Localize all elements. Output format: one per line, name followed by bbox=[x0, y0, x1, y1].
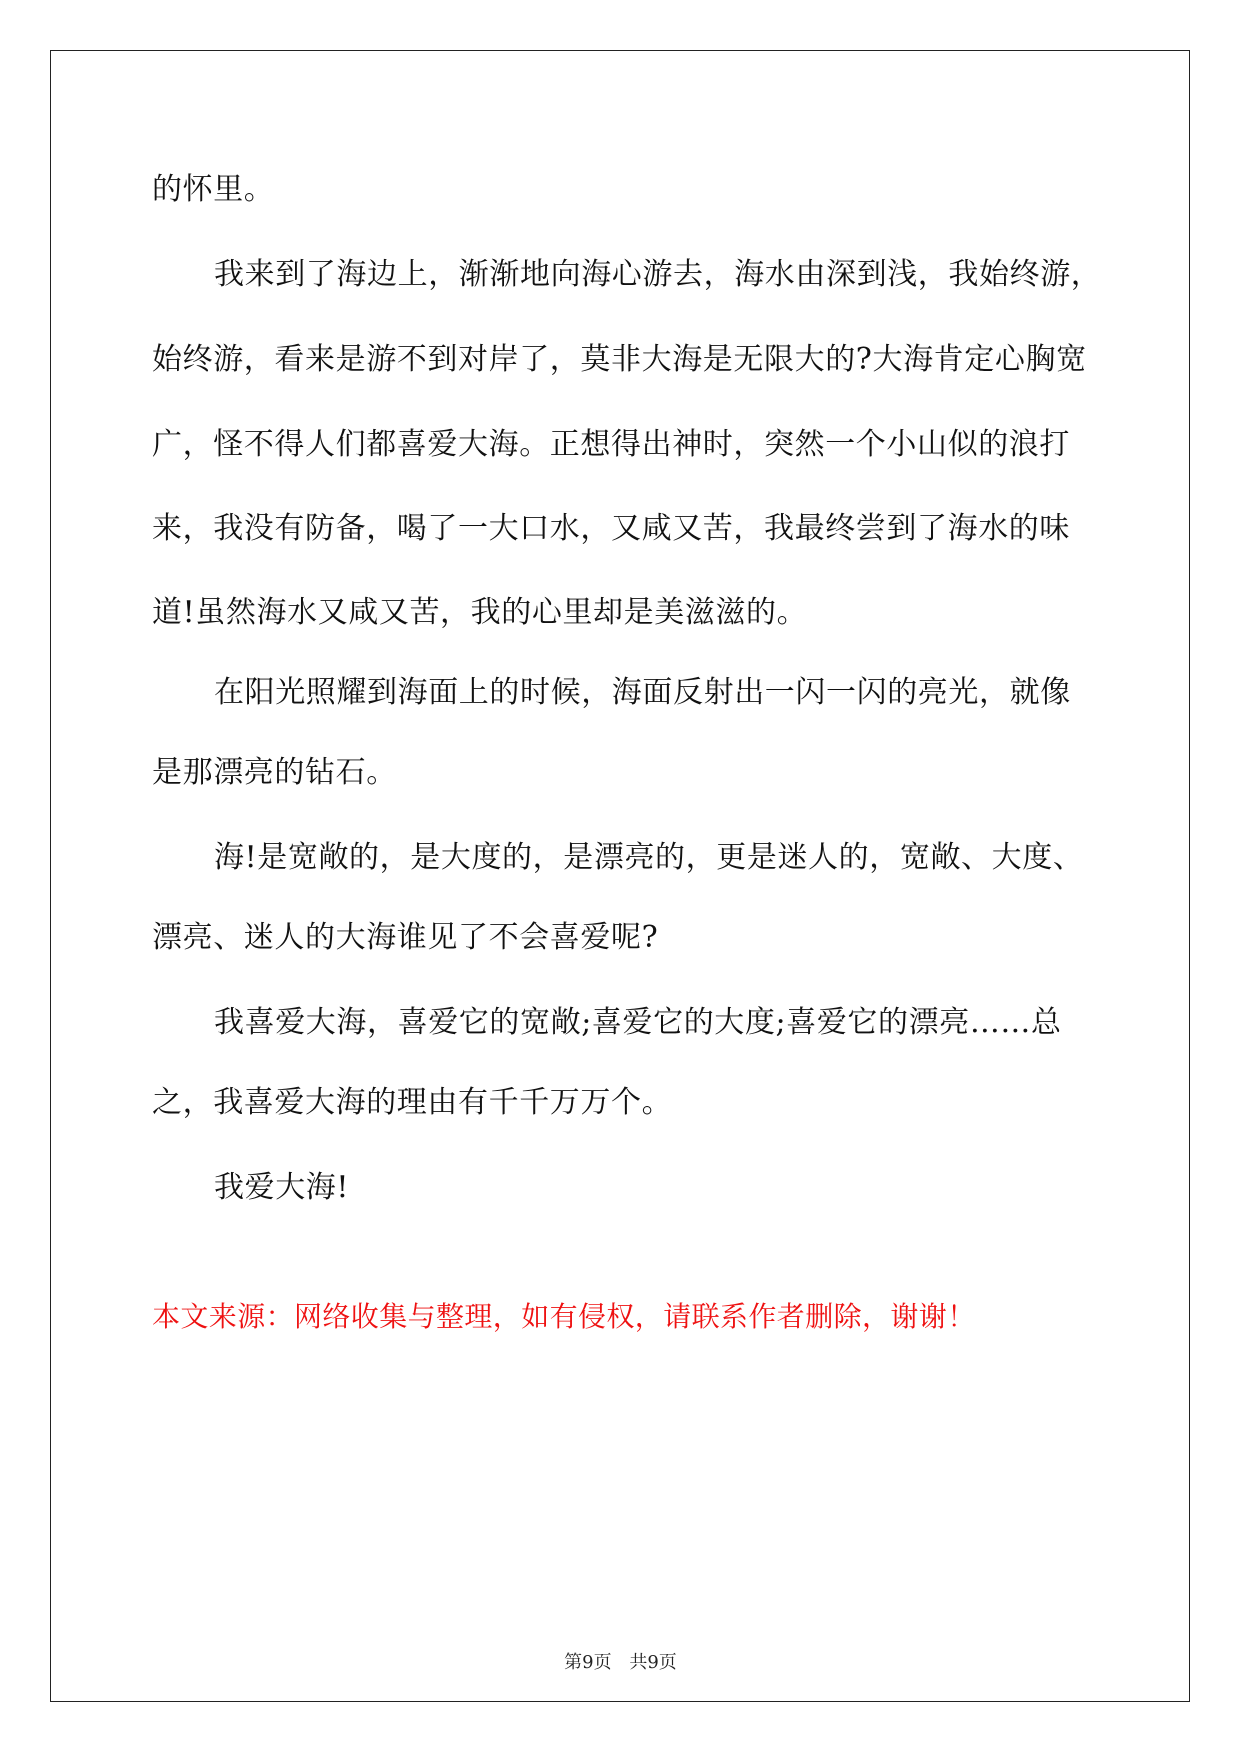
paragraph-line: 我喜爱大海，喜爱它的宽敞;喜爱它的大度;喜爱它的漂亮……总 bbox=[214, 1005, 1062, 1040]
paragraph-line: 始终游，看来是游不到对岸了，莫非大海是无限大的?大海肯定心胸宽 bbox=[152, 342, 1087, 377]
source-disclaimer: 本文来源：网络收集与整理，如有侵权，请联系作者删除，谢谢！ bbox=[152, 1300, 976, 1333]
paragraph-line: 海!是宽敞的，是大度的，是漂亮的，更是迷人的，宽敞、大度、 bbox=[214, 840, 1084, 875]
paragraph-line: 道!虽然海水又咸又苦，我的心里却是美滋滋的。 bbox=[152, 595, 808, 630]
page-number: 第9页 bbox=[564, 1652, 612, 1673]
paragraph-line: 是那漂亮的钻石。 bbox=[152, 755, 397, 790]
paragraph-line: 我爱大海! bbox=[214, 1170, 350, 1205]
paragraph-line: 的怀里。 bbox=[152, 172, 275, 207]
paragraph-line: 之，我喜爱大海的理由有千千万万个。 bbox=[152, 1085, 673, 1120]
paragraph-line: 来，我没有防备，喝了一大口水，又咸又苦，我最终尝到了海水的味 bbox=[152, 511, 1070, 546]
paragraph-line: 漂亮、迷人的大海谁见了不会喜爱呢? bbox=[152, 920, 659, 955]
paragraph-line: 广，怪不得人们都喜爱大海。正想得出神时，突然一个小山似的浪打 bbox=[152, 427, 1070, 462]
paragraph-line: 我来到了海边上，渐渐地向海心游去，海水由深到浅，我始终游， bbox=[214, 257, 1102, 292]
page-total: 共9页 bbox=[629, 1652, 677, 1673]
paragraph-line: 在阳光照耀到海面上的时候，海面反射出一闪一闪的亮光，就像 bbox=[214, 675, 1071, 710]
page-footer bbox=[0, 1651, 1241, 1675]
